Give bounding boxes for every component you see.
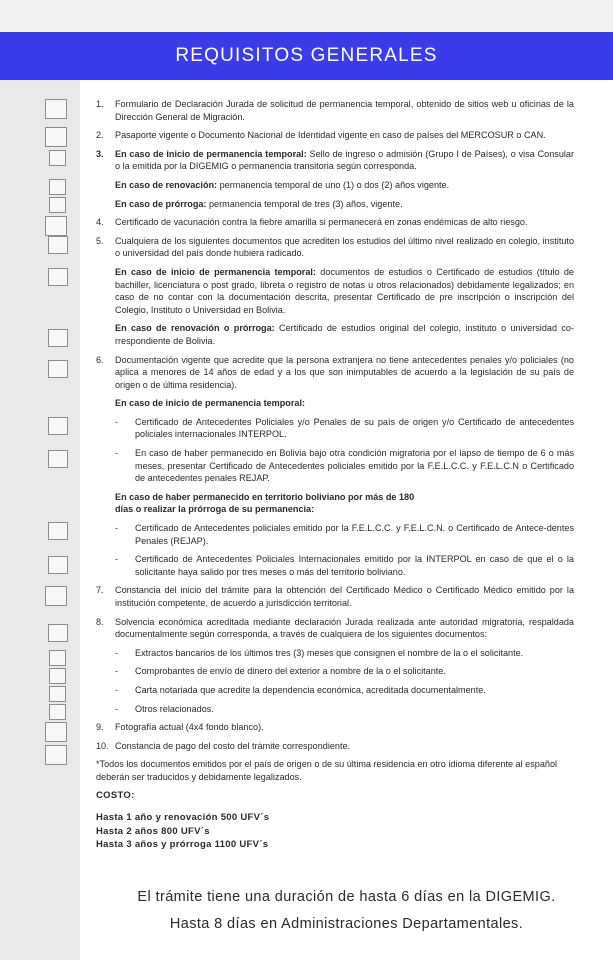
item-number: 5. bbox=[96, 235, 104, 246]
requirement-5-inicio bbox=[115, 266, 574, 316]
checkbox-6-felcc[interactable] bbox=[48, 450, 68, 468]
header-banner bbox=[0, 32, 613, 80]
item-number: 1. bbox=[96, 99, 104, 109]
checkbox-1[interactable] bbox=[45, 99, 67, 119]
requirement-4 bbox=[96, 216, 574, 229]
item-number: 7. bbox=[96, 585, 104, 596]
page-title: REQUISITOS GENERALES bbox=[175, 45, 438, 66]
item-body: permanencia temporal de tres (3) años, vigente. bbox=[206, 198, 403, 209]
item-body: documentos de estudios o Certificado de estudios (título de bachiller, licenciatura o post grado, libreta o registro de notas u otros relacionados) debidamente legalizados; en caso de no contar con la documentación descrita, presentar Certificado de pre inscripción o inscripción del Colegio, Instituto o Universidad en Bolivia. bbox=[115, 266, 574, 315]
checkbox-8-extractos[interactable] bbox=[49, 650, 66, 666]
bullet-text: En caso de haber permanecido en Bolivia bajo otra condición migratoria por el lapso de tiempo de 6 o más meses, presentar Certificado de Antecedentes policiales emitido por la F.E.L.C.C. y F.E.L.C.N o Certificado de antecedentes penales REJAP. bbox=[135, 448, 574, 484]
top-band bbox=[0, 0, 613, 32]
bullet-text: Extractos bancarios de los últimos tres (3) meses que consignen el nombre de la o el solicitante. bbox=[135, 647, 524, 658]
item-number: 10. bbox=[96, 740, 109, 751]
item-number: 4. bbox=[96, 217, 104, 228]
item-text: Constancia de pago del costo del trámite correspondiente. bbox=[115, 740, 351, 751]
bullet-item bbox=[115, 522, 574, 547]
duration-note-digemig: El trámite tiene una duración de hasta 6 días en la DIGEMIG. bbox=[137, 889, 556, 905]
translation-note: *Todos los documentos emitidos por el país de origen o de su última residencia en otro idioma diferente al español deberán ser traducidos y debidamente legalizados. bbox=[96, 759, 558, 782]
cost-line: Hasta 2 años 800 UFV´s bbox=[96, 825, 210, 837]
item-text: Cualquiera de los siguientes documentos que acrediten los estudios del último nivel realizado en colegio, instituto o universidad del país donde hubiera radicado. bbox=[115, 235, 574, 259]
bullet-dash: - bbox=[115, 647, 119, 658]
checkbox-10[interactable] bbox=[45, 745, 67, 765]
requirement-3-prorroga bbox=[115, 198, 574, 211]
requirement-5 bbox=[96, 235, 574, 260]
item-number: 3. bbox=[96, 148, 104, 159]
checkbox-renovacion[interactable] bbox=[49, 179, 66, 195]
item-number: 9. bbox=[96, 722, 104, 733]
item-label: En caso de inicio de permanencia temporal: bbox=[115, 148, 307, 159]
bullet-dash: - bbox=[115, 684, 119, 695]
requirement-8 bbox=[96, 616, 574, 641]
item-text: Documentación vigente que acredite que la persona extranjera no tiene antecedentes penales y/o policiales (no aplica a menores de 14 años de edad y a los que son inimputables de acuerdo a la legislación de su país de origen o de última residencia). bbox=[115, 354, 574, 390]
checkbox-6-prorroga-interpol[interactable] bbox=[48, 556, 68, 574]
item-label: En caso de prórroga: bbox=[115, 198, 207, 209]
item-text bbox=[115, 148, 574, 173]
bullet-dash: - bbox=[115, 703, 119, 714]
bullet-item bbox=[115, 553, 574, 578]
checkbox-2[interactable] bbox=[45, 127, 67, 147]
checkbox-7[interactable] bbox=[45, 586, 67, 606]
bullet-text: Otros relacionados. bbox=[135, 703, 214, 714]
item-text: Pasaporte vigente o Documento Nacional de Identidad vigente en caso de países del MERCOSUR o CAN. bbox=[115, 130, 546, 141]
bullet-dash: - bbox=[115, 416, 119, 427]
item-text: Formulario de Declaración Jurada de solicitud de permanencia temporal, obtenido de sitios web u oficinas de la Dirección General de Migración. bbox=[115, 99, 574, 122]
checkbox-prorroga[interactable] bbox=[49, 197, 66, 213]
requirement-9 bbox=[96, 721, 574, 734]
bullet-text: Certificado de Antecedentes Policiales y/o Penales de su país de origen y/o Certificado de antecedentes policiales internacionales INTERPOL. bbox=[135, 416, 574, 440]
requirement-5-renovacion bbox=[115, 322, 574, 347]
checkbox-9[interactable] bbox=[45, 722, 67, 742]
requirement-6 bbox=[96, 354, 574, 392]
item-text: Fotografía actual (4x4 fondo blanco). bbox=[115, 722, 264, 733]
item-number: 8. bbox=[96, 616, 104, 627]
checkbox-5-renovacion[interactable] bbox=[48, 329, 68, 347]
bullet-item bbox=[115, 665, 574, 678]
item-label: En caso de renovación o prórroga: bbox=[115, 323, 275, 334]
bullet-text: Certificado de Antecedentes policiales emitido por la F.E.L.C.C. y F.E.L.C.N. o Certificado de Antece-dentes Penales (REJAP). bbox=[135, 523, 574, 546]
item-text: Constancia del inicio del trámite para la obtención del Certificado Médico o Certificado Médico emitido por la institución competente, de acuerdo a jurisdicción territorial. bbox=[115, 585, 574, 608]
bullet-dash: - bbox=[115, 448, 119, 459]
cost-line: Hasta 3 años y prórroga 1100 UFV´s bbox=[96, 839, 269, 851]
checkbox-6[interactable] bbox=[48, 360, 68, 378]
item-text: Solvencia económica acreditada mediante declaración Jurada realizada ante autoridad migratoria, respaldada documentalmente según corresponda, a través de cualquiera de los siguientes documentos: bbox=[115, 616, 574, 640]
requirement-7 bbox=[96, 584, 574, 609]
item-label: En caso de inicio de permanencia temporal: bbox=[115, 266, 316, 277]
cost-title: COSTO: bbox=[96, 789, 135, 801]
bullet-item bbox=[115, 647, 574, 660]
item-body: permanencia temporal de uno (1) o dos (2) años vigente. bbox=[217, 179, 450, 190]
checklist-strip bbox=[0, 80, 80, 960]
checkbox-6-interpol[interactable] bbox=[48, 417, 68, 435]
checkbox-8[interactable] bbox=[48, 624, 68, 642]
checkbox-6-prorroga-felcc[interactable] bbox=[48, 522, 68, 540]
checkbox-3[interactable] bbox=[49, 150, 66, 166]
bullet-item bbox=[115, 703, 574, 716]
bullet-dash: - bbox=[115, 666, 119, 677]
requirement-3-renovacion bbox=[115, 179, 574, 192]
item-label: En caso de renovación: bbox=[115, 179, 218, 190]
bullet-item bbox=[115, 447, 574, 485]
item-number: 6. bbox=[96, 354, 104, 365]
cost-line: Hasta 1 año y renovación 500 UFV´s bbox=[96, 812, 270, 824]
requirement-10 bbox=[96, 740, 574, 753]
requirement-3 bbox=[96, 148, 574, 173]
checkbox-5-inicio[interactable] bbox=[48, 268, 68, 286]
item-body: Sello de ingreso o admisión (Grupo I de Países), o visa Consular o la emitida por la DIGEMIG o permanencia transitoria según corresponda. bbox=[115, 148, 575, 172]
bullet-text: Comprobantes de envío de dinero del exterior a nombre de la o el solicitante. bbox=[135, 666, 446, 677]
requirement-1 bbox=[96, 98, 574, 123]
bullet-dash: - bbox=[115, 523, 119, 534]
checkbox-8-carta[interactable] bbox=[49, 686, 66, 702]
subheading-prorroga: En caso de haber permanecido en territorio boliviano por más de 180 días o realizar la prórroga de su permanencia: bbox=[115, 491, 415, 515]
subheading-inicio: En caso de inicio de permanencia temporal: bbox=[115, 398, 306, 409]
duration-note-departamentales: Hasta 8 días en Administraciones Departamentales. bbox=[169, 916, 524, 932]
checkbox-5[interactable] bbox=[48, 236, 68, 254]
checkbox-4[interactable] bbox=[45, 216, 67, 236]
checkbox-8-otros[interactable] bbox=[49, 704, 66, 720]
item-number: 2. bbox=[96, 130, 104, 141]
checkbox-8-comprobantes[interactable] bbox=[49, 668, 66, 684]
requirement-2 bbox=[96, 129, 574, 142]
bullet-dash: - bbox=[115, 554, 119, 565]
requirements-list bbox=[96, 98, 574, 852]
bullet-text: Carta notariada que acredite la dependencia económica, acreditada documentalmente. bbox=[135, 684, 486, 695]
item-text: Certificado de vacunación contra la fiebre amarilla si permanecerá en zonas endémicas de alto riesgo. bbox=[115, 217, 528, 228]
item-body: Certificado de estudios original del colegio, instituto o universidad co-rrespondiente de Bolivia. bbox=[115, 323, 574, 346]
bullet-item bbox=[115, 684, 574, 697]
bullet-item bbox=[115, 416, 574, 441]
bullet-text: Certificado de Antecedentes Policiales Internacionales emitido por la INTERPOL en caso de que el o la solicitante haya salido por tres meses o más del territorio boliviano. bbox=[135, 554, 574, 577]
